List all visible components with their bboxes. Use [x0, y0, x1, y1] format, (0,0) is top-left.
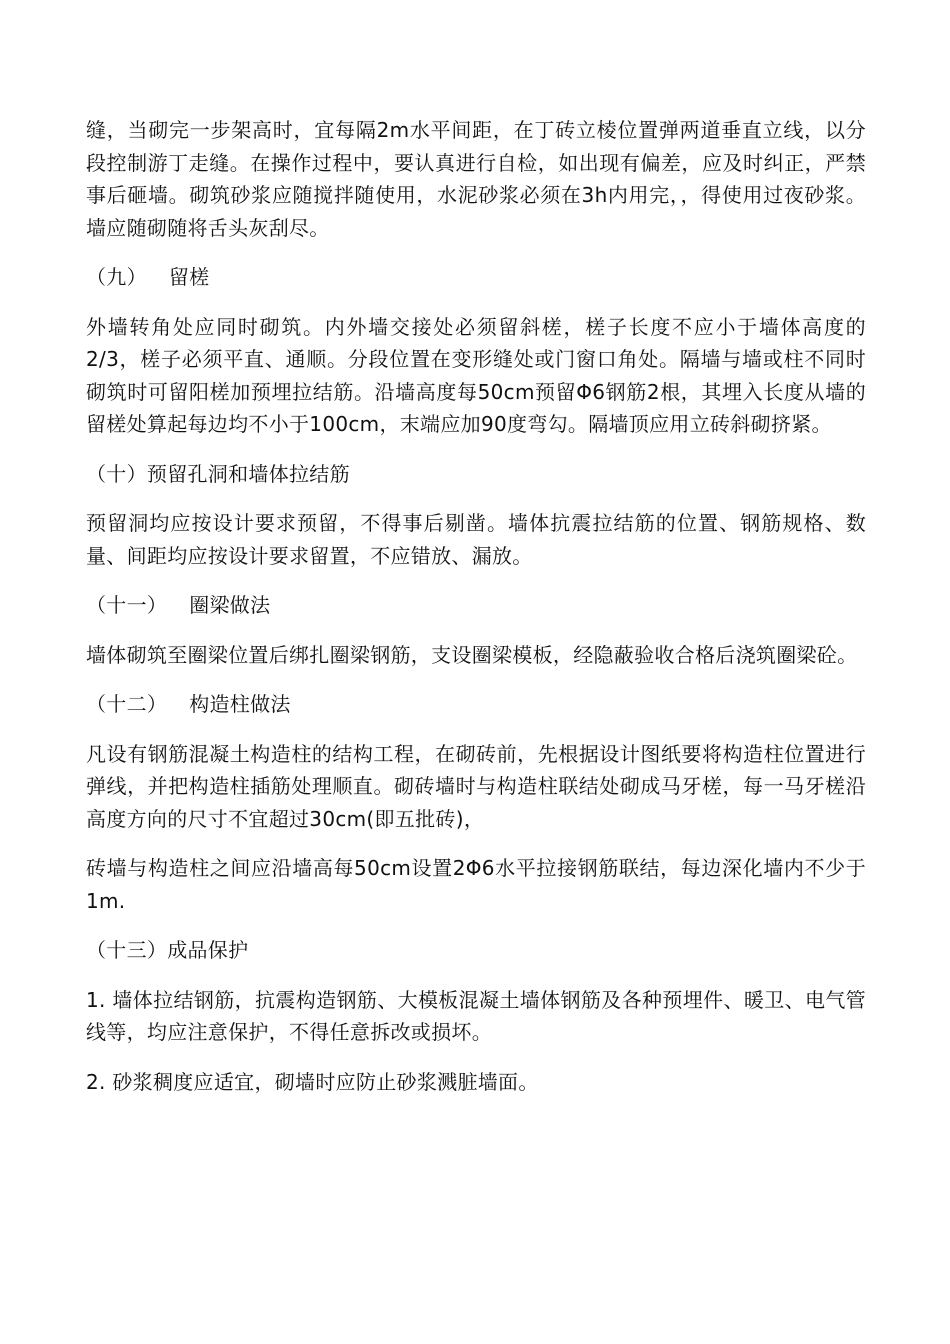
section-title: 预留孔洞和墙体拉结筋	[146, 461, 350, 486]
paragraph-toothing: 外墙转角处应同时砌筑。内外墙交接处必须留斜槎，槎子长度不应小于墙体高度的2/3，槎子必须平直、通顺。分段位置在变形缝处或门窗口角处。隔墙与墙或柱不同时砌筑时可留阳槎加预埋拉结筋。沿墙高度每50cm预留Φ6钢筋2根，其埋入长度从墙的留槎处算起每边均不小于100cm，末端应加90度弯勾。隔墙顶应用立砖斜砌挤紧。	[86, 314, 866, 436]
paragraph-column-method: 凡设有钢筋混凝土构造柱的结构工程，在砌砖前，先根据设计图纸要将构造柱位置进行弹线，并把构造柱插筋处理顺直。砌砖墙时与构造柱联结处砌成马牙槎，每一马牙槎沿高度方向的尺寸不宜超过30cm(即五批砖)，	[86, 741, 866, 831]
section-heading-11	[86, 589, 866, 622]
section-heading-12	[86, 688, 866, 721]
list-item-protection-1: 1. 墙体拉结钢筋，抗震构造钢筋、大模板混凝土墙体钢筋及各种预埋件、暖卫、电气管线等，均应注意保护，不得任意拆改或损坏。	[86, 987, 866, 1044]
section-number: （十）	[86, 461, 147, 486]
section-heading-9	[86, 261, 866, 294]
paragraph-tie-bars: 砖墙与构造柱之间应沿墙高每50cm设置2Φ6水平拉接钢筋联结，每边深化墙内不少于1m.	[86, 856, 866, 913]
section-number: （十二）	[86, 692, 168, 716]
section-heading-13	[86, 934, 866, 967]
section-title: 构造柱做法	[189, 692, 291, 716]
section-heading-10	[86, 458, 866, 491]
paragraph-joint-control: 缝，当砌完一步架高时，宜每隔2m水平间距，在丁砖立棱位置弹两道垂直立线，以分段控制游丁走缝。在操作过程中，要认真进行自检，如出现有偏差，应及时纠正，严禁事后砸墙。砌筑砂浆应随搅拌随使用，水泥砂浆必须在3h内用完，，得使用过夜砂浆。墙应随砌随将舌头灰刮尽。	[86, 118, 866, 240]
list-item-protection-2: 2. 砂浆稠度应适宜，砌墙时应防止砂浆溅脏墙面。	[86, 1069, 539, 1094]
section-number: （九）	[86, 265, 147, 289]
section-number: （十三）	[86, 938, 168, 962]
paragraph-openings: 预留洞均应按设计要求预留，不得事后剔凿。墙体抗震拉结筋的位置、钢筋规格、数量、间距均应按设计要求留置，不应错放、漏放。	[86, 511, 866, 568]
paragraph-ring-beam: 墙体砌筑至圈梁位置后绑扎圈梁钢筋，支设圈梁模板，经隐蔽验收合格后浇筑圈梁砼。	[86, 642, 858, 667]
section-title: 留槎	[168, 265, 210, 289]
section-number: （十一）	[86, 593, 168, 617]
section-title: 圈梁做法	[189, 593, 271, 617]
section-title: 成品保护	[167, 938, 249, 962]
